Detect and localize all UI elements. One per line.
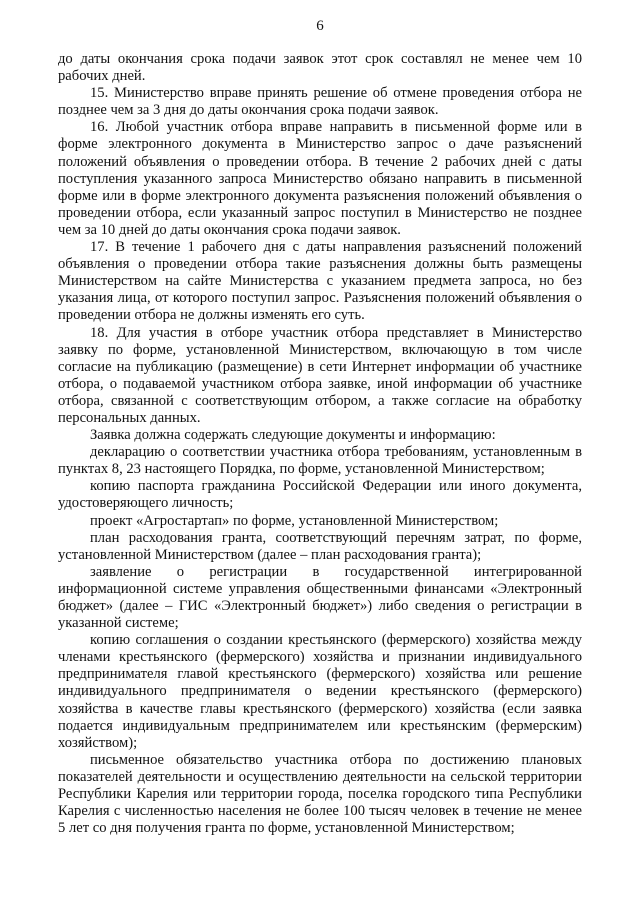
paragraph: 16. Любой участник отбора вправе направить в письменной форме или в форме электронного документа в Министерство запрос о даче разъяснений положений объявления о проведении отбора. В течение 2 рабочих дней с даты поступления указанного запроса Министерство обязано направить в письменной форме или в форме электронного документа разъяснения положений объявления о проведении отбора, если указанный запрос поступил в Министерство не позднее чем за 10 дней до даты окончания срока подачи заявок. — [58, 119, 582, 238]
paragraph: 18. Для участия в отборе участник отбора представляет в Министерство заявку по форме, установленной Министерством, включающую в том числе согласие на публикацию (размещение) в сети Интернет информации об участнике отбора, о подаваемой участником отбора заявке, иной информации об участнике отбора, связанной с соответствующим отбором, а также согласие на обработку персональных данных. — [58, 324, 582, 426]
paragraph: проект «Агростартап» по форме, установленной Министерством; — [90, 512, 499, 529]
paragraph: до даты окончания срока подачи заявок этот срок составлял не менее чем 10 рабочих дней. — [58, 51, 582, 85]
paragraph: заявление о регистрации в государственной интегрированной информационной системе управления общественными финансами «Электронный бюджет» (далее – ГИС «Электронный бюджет») либо сведения о регистрации в указанной системе; — [58, 563, 582, 632]
paragraph: письменное обязательство участника отбора по достижению плановых показателей деятельности и осуществлению деятельности на сельской территории Республики Карелия или территории города, поселка городского типа Республики Карелия с численностью населения не более 100 тысяч человек в течение не менее 5 лет со дня получения гранта по форме, установленной Министерством; — [58, 751, 582, 837]
paragraph: копию паспорта гражданина Российской Федерации или иного документа, удостоверяющего личность; — [58, 478, 582, 512]
document-page — [58, 18, 582, 837]
paragraph: Заявка должна содержать следующие документы и информацию: — [90, 427, 496, 444]
paragraph: 15. Министерство вправе принять решение об отмене проведения отбора не позднее чем за 3 дня до даты окончания срока подачи заявок. — [58, 85, 582, 119]
page-number: 6 — [316, 18, 324, 34]
paragraph: план расходования гранта, соответствующий перечням затрат, по форме, установленной Министерством (далее – план расходования гранта); — [58, 529, 582, 563]
document-body — [58, 51, 582, 837]
paragraph: декларацию о соответствии участника отбора требованиям, установленным в пунктах 8, 23 настоящего Порядка, по форме, установленной Министерством; — [58, 444, 582, 478]
paragraph: 17. В течение 1 рабочего дня с даты направления разъяснений положений объявления о проведении отбора такие разъяснения должны быть размещены Министерством на сайте Министерства с указанием предмета запроса, но без указания лица, от которого поступил запрос. Разъяснения положений объявления о проведении отбора не должны изменять его суть. — [58, 239, 582, 324]
paragraph: копию соглашения о создании крестьянского (фермерского) хозяйства между членами крестьянского (фермерского) хозяйства и признании индивидуального предпринимателя главой крестьянского (фермерского) хозяйства или решение индивидуального предпринимателя о ведении крестьянского (фермерского) хозяйства в качестве главы крестьянского (фермерского) хозяйства (если заявка подается индивидуальным предпринимателем или крестьянским (фермерским) хозяйством); — [58, 632, 582, 751]
